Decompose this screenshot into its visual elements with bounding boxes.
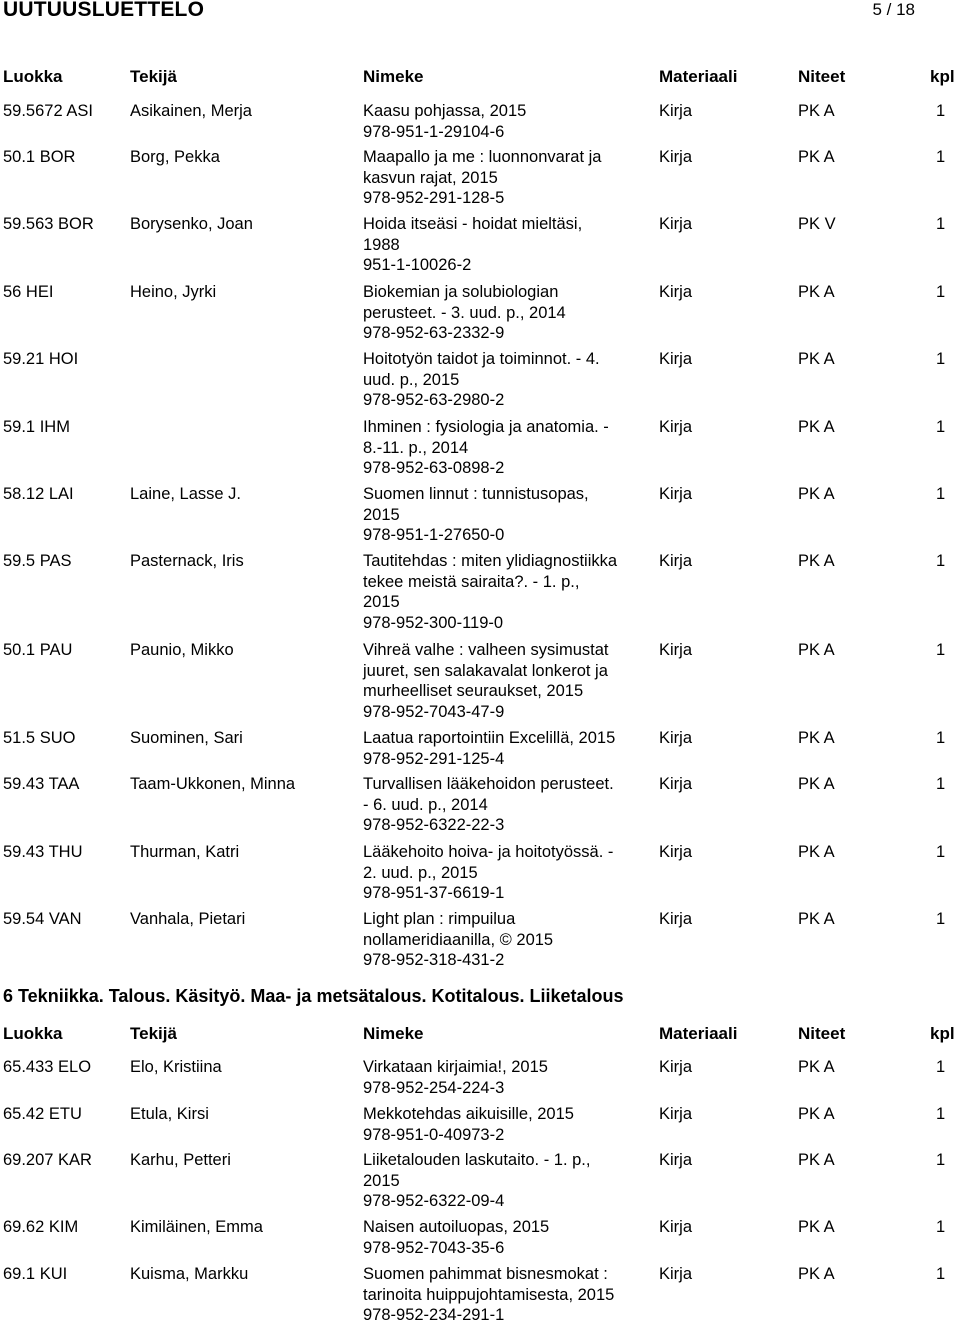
cell-luokka: 59.1 IHM bbox=[3, 418, 70, 436]
cell-luokka: 69.1 KUI bbox=[3, 1265, 68, 1283]
cell-materiaali: Kirja bbox=[659, 485, 693, 503]
cell-luokka: 58.12 LAI bbox=[3, 485, 74, 503]
cell-luokka: 59.43 TAA bbox=[3, 775, 80, 793]
cell-tekija: Heino, Jyrki bbox=[130, 283, 217, 301]
cell-materiaali: Kirja bbox=[659, 910, 693, 928]
cell-materiaali: Kirja bbox=[659, 552, 693, 570]
cell-materiaali: Kirja bbox=[659, 215, 693, 233]
cell-nimeke: Suomen pahimmat bisnesmokat : tarinoita huippujohtamisesta, 2015 978-952-234-291-1 bbox=[363, 1265, 615, 1324]
cell-materiaali: Kirja bbox=[659, 775, 693, 793]
header-nimeke: Nimeke bbox=[363, 1024, 424, 1043]
cell-nimeke: Tautitehdas : miten ylidiagnostiikka tekee meistä sairaita?. - 1. p., 2015 978-952-300-119-0 bbox=[363, 552, 618, 632]
cell-nimeke: Kaasu pohjassa, 2015 978-951-1-29104-6 bbox=[363, 102, 527, 141]
cell-nimeke: Light plan : rimpuilua nollameridiaanilla, © 2015 978-952-318-431-2 bbox=[363, 910, 554, 969]
cell-materiaali: Kirja bbox=[659, 1151, 693, 1169]
cell-tekija: Laine, Lasse J. bbox=[130, 485, 241, 503]
cell-tekija: Borysenko, Joan bbox=[130, 215, 253, 233]
cell-niteet: PK A bbox=[798, 910, 835, 928]
cell-niteet: PK A bbox=[798, 1218, 835, 1236]
cell-tekija: Suominen, Sari bbox=[130, 729, 243, 747]
cell-niteet: PK A bbox=[798, 485, 835, 503]
cell-kpl: 1 bbox=[936, 283, 946, 301]
header-tekija: Tekijä bbox=[130, 1024, 177, 1043]
cell-luokka: 59.563 BOR bbox=[3, 215, 94, 233]
cell-kpl: 1 bbox=[936, 775, 946, 793]
cell-kpl: 1 bbox=[936, 148, 946, 166]
cell-nimeke: Suomen linnut : tunnistusopas, 2015 978-951-1-27650-0 bbox=[363, 485, 589, 544]
cell-niteet: PK A bbox=[798, 552, 835, 570]
cell-materiaali: Kirja bbox=[659, 102, 693, 120]
cell-materiaali: Kirja bbox=[659, 350, 693, 368]
section-title: 6 Tekniikka. Talous. Käsityö. Maa- ja metsätalous. Kotitalous. Liiketalous bbox=[3, 986, 624, 1006]
cell-niteet: PK A bbox=[798, 350, 835, 368]
cell-tekija: Paunio, Mikko bbox=[130, 641, 234, 659]
cell-kpl: 1 bbox=[936, 1151, 946, 1169]
header-materiaali: Materiaali bbox=[659, 67, 738, 86]
cell-materiaali: Kirja bbox=[659, 1218, 693, 1236]
cell-luokka: 50.1 PAU bbox=[3, 641, 73, 659]
cell-nimeke: Lääkehoito hoiva- ja hoitotyössä. - 2. uud. p., 2015 978-951-37-6619-1 bbox=[363, 843, 614, 902]
cell-luokka: 69.207 KAR bbox=[3, 1151, 92, 1169]
cell-nimeke: Hoitotyön taidot ja toiminnot. - 4. uud. p., 2015 978-952-63-2980-2 bbox=[363, 350, 600, 409]
cell-kpl: 1 bbox=[936, 102, 946, 120]
cell-tekija: Borg, Pekka bbox=[130, 148, 220, 166]
cell-materiaali: Kirja bbox=[659, 1105, 693, 1123]
page-number: 5 / 18 bbox=[872, 0, 915, 19]
cell-luokka: 65.42 ETU bbox=[3, 1105, 82, 1123]
cell-kpl: 1 bbox=[936, 350, 946, 368]
cell-nimeke: Maapallo ja me : luonnonvarat ja kasvun rajat, 2015 978-952-291-128-5 bbox=[363, 148, 602, 207]
cell-materiaali: Kirja bbox=[659, 729, 693, 747]
cell-niteet: PK A bbox=[798, 1058, 835, 1076]
header-kpl: kpl bbox=[930, 1024, 955, 1043]
cell-luokka: 59.5 PAS bbox=[3, 552, 72, 570]
cell-niteet: PK A bbox=[798, 729, 835, 747]
cell-tekija: Kimiläinen, Emma bbox=[130, 1218, 263, 1236]
cell-kpl: 1 bbox=[936, 552, 946, 570]
cell-tekija: Pasternack, Iris bbox=[130, 552, 244, 570]
header-luokka: Luokka bbox=[3, 1024, 63, 1043]
cell-kpl: 1 bbox=[936, 641, 946, 659]
header-kpl: kpl bbox=[930, 67, 955, 86]
header-materiaali: Materiaali bbox=[659, 1024, 738, 1043]
cell-nimeke: Naisen autoiluopas, 2015 978-952-7043-35-6 bbox=[363, 1218, 550, 1257]
cell-materiaali: Kirja bbox=[659, 843, 693, 861]
header-niteet: Niteet bbox=[798, 1024, 846, 1043]
cell-niteet: PK V bbox=[798, 215, 836, 233]
page-title: UUTUUSLUETTELO bbox=[3, 0, 205, 21]
cell-nimeke: Hoida itseäsi - hoidat mieltäsi, 1988 951-1-10026-2 bbox=[363, 215, 583, 274]
cell-nimeke: Mekkotehdas aikuisille, 2015 978-951-0-40973-2 bbox=[363, 1105, 574, 1144]
cell-niteet: PK A bbox=[798, 102, 835, 120]
cell-materiaali: Kirja bbox=[659, 1058, 693, 1076]
cell-materiaali: Kirja bbox=[659, 418, 693, 436]
cell-tekija: Taam-Ukkonen, Minna bbox=[130, 775, 296, 793]
cell-tekija: Kuisma, Markku bbox=[130, 1265, 249, 1283]
cell-nimeke: Virkataan kirjaimia!, 2015 978-952-254-224-3 bbox=[363, 1058, 548, 1097]
cell-kpl: 1 bbox=[936, 418, 946, 436]
cell-kpl: 1 bbox=[936, 1218, 946, 1236]
cell-materiaali: Kirja bbox=[659, 148, 693, 166]
cell-kpl: 1 bbox=[936, 485, 946, 503]
cell-tekija: Karhu, Petteri bbox=[130, 1151, 231, 1169]
cell-luokka: 65.433 ELO bbox=[3, 1058, 92, 1076]
header-tekija: Tekijä bbox=[130, 67, 177, 86]
header-nimeke: Nimeke bbox=[363, 67, 424, 86]
cell-niteet: PK A bbox=[798, 148, 835, 166]
cell-kpl: 1 bbox=[936, 910, 946, 928]
header-niteet: Niteet bbox=[798, 67, 846, 86]
cell-luokka: 59.43 THU bbox=[3, 843, 83, 861]
cell-niteet: PK A bbox=[798, 775, 835, 793]
cell-niteet: PK A bbox=[798, 843, 835, 861]
cell-nimeke: Liiketalouden laskutaito. - 1. p., 2015 978-952-6322-09-4 bbox=[363, 1151, 591, 1210]
cell-luokka: 59.21 HOI bbox=[3, 350, 79, 368]
cell-kpl: 1 bbox=[936, 1265, 946, 1283]
cell-niteet: PK A bbox=[798, 1151, 835, 1169]
cell-nimeke: Biokemian ja solubiologian perusteet. - 3. uud. p., 2014 978-952-63-2332-9 bbox=[363, 283, 566, 342]
cell-niteet: PK A bbox=[798, 418, 835, 436]
cell-tekija: Thurman, Katri bbox=[130, 843, 240, 861]
cell-niteet: PK A bbox=[798, 641, 835, 659]
cell-nimeke: Turvallisen lääkehoidon perusteet. - 6. uud. p., 2014 978-952-6322-22-3 bbox=[363, 775, 614, 834]
cell-kpl: 1 bbox=[936, 215, 946, 233]
cell-tekija: Etula, Kirsi bbox=[130, 1105, 209, 1123]
header-luokka: Luokka bbox=[3, 67, 63, 86]
cell-luokka: 50.1 BOR bbox=[3, 148, 76, 166]
cell-materiaali: Kirja bbox=[659, 1265, 693, 1283]
cell-niteet: PK A bbox=[798, 283, 835, 301]
cell-luokka: 69.62 KIM bbox=[3, 1218, 79, 1236]
cell-niteet: PK A bbox=[798, 1265, 835, 1283]
cell-tekija: Vanhala, Pietari bbox=[130, 910, 246, 928]
cell-nimeke: Vihreä valhe : valheen sysimustat juuret, sen salakavalat lonkerot ja murheelliset seuraukset, 2015 978-952-7043-47-9 bbox=[363, 641, 609, 721]
cell-tekija: Elo, Kristiina bbox=[130, 1058, 222, 1076]
cell-materiaali: Kirja bbox=[659, 641, 693, 659]
cell-nimeke: Laatua raportointiin Excelillä, 2015 978-952-291-125-4 bbox=[363, 729, 616, 768]
cell-kpl: 1 bbox=[936, 1105, 946, 1123]
cell-luokka: 59.5672 ASI bbox=[3, 102, 93, 120]
cell-tekija: Asikainen, Merja bbox=[130, 102, 252, 120]
cell-luokka: 56 HEI bbox=[3, 283, 54, 301]
cell-luokka: 59.54 VAN bbox=[3, 910, 82, 928]
cell-kpl: 1 bbox=[936, 1058, 946, 1076]
cell-nimeke: Ihminen : fysiologia ja anatomia. - 8.-11. p., 2014 978-952-63-0898-2 bbox=[363, 418, 609, 477]
cell-kpl: 1 bbox=[936, 729, 946, 747]
cell-luokka: 51.5 SUO bbox=[3, 729, 76, 747]
cell-materiaali: Kirja bbox=[659, 283, 693, 301]
cell-kpl: 1 bbox=[936, 843, 946, 861]
cell-niteet: PK A bbox=[798, 1105, 835, 1123]
